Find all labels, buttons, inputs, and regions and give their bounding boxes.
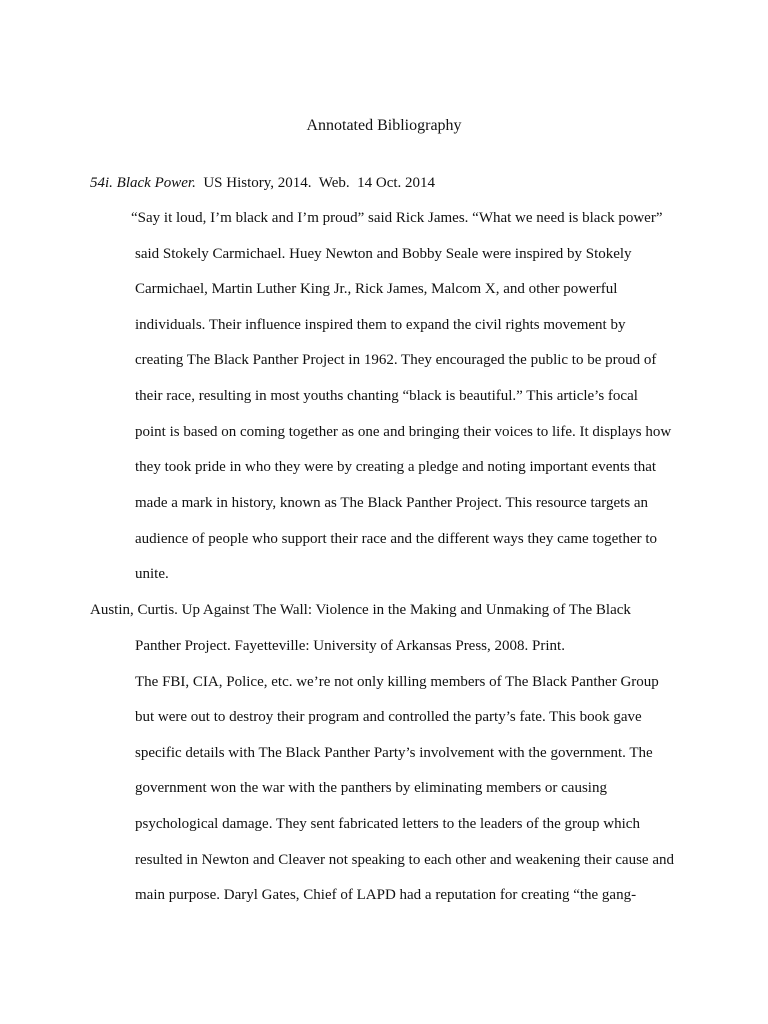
annotation-line: The FBI, CIA, Police, etc. we’re not only killing members of The Black Panther Group (135, 674, 659, 690)
citation-line: Austin, Curtis. Up Against The Wall: Violence in the Making and Unmaking of The Black (90, 602, 631, 618)
citation-line: Panther Project. Fayetteville: University of Arkansas Press, 2008. Print. (135, 638, 565, 654)
annotation-line: their race, resulting in most youths chanting “black is beautiful.” This article’s focal (135, 388, 638, 404)
citation-entry-1 (90, 172, 435, 194)
annotation-line: Carmichael, Martin Luther King Jr., Rick James, Malcom X, and other powerful (135, 281, 618, 297)
citation-details: US History, 2014. Web. 14 Oct. 2014 (195, 175, 436, 191)
annotation-line: government won the war with the panthers by eliminating members or causing (135, 780, 607, 796)
page-title: Annotated Bibliography (306, 117, 462, 134)
annotation-line: psychological damage. They sent fabricated letters to the leaders of the group which (135, 816, 640, 832)
annotation-line: made a mark in history, known as The Black Panther Project. This resource targets an (135, 495, 649, 511)
annotation-line: specific details with The Black Panther Party’s involvement with the government. The (135, 745, 653, 761)
annotation-line: audience of people who support their race and the different ways they came together to (135, 531, 658, 547)
annotation-line: point is based on coming together as one and bringing their voices to life. It displays how (135, 424, 672, 440)
annotation-line: “Say it loud, I’m black and I’m proud” said Rick James. “What we need is black power” (131, 210, 663, 226)
annotation-line: said Stokely Carmichael. Huey Newton and Bobby Seale were inspired by Stokely (135, 246, 632, 262)
annotation-line: unite. (135, 566, 169, 582)
annotation-line: creating The Black Panther Project in 1962. They encouraged the public to be proud of (135, 352, 657, 368)
citation-title-italic: 54i. Black Power. (90, 175, 196, 191)
annotation-line: main purpose. Daryl Gates, Chief of LAPD had a reputation for creating “the gang- (135, 887, 637, 903)
annotation-line: resulted in Newton and Cleaver not speaking to each other and weakening their cause and (135, 852, 674, 868)
annotation-line: individuals. Their influence inspired them to expand the civil rights movement by (135, 317, 626, 333)
annotation-line: but were out to destroy their program and controlled the party’s fate. This book gave (135, 709, 642, 725)
annotation-line: they took pride in who they were by creating a pledge and noting important events that (135, 459, 657, 475)
